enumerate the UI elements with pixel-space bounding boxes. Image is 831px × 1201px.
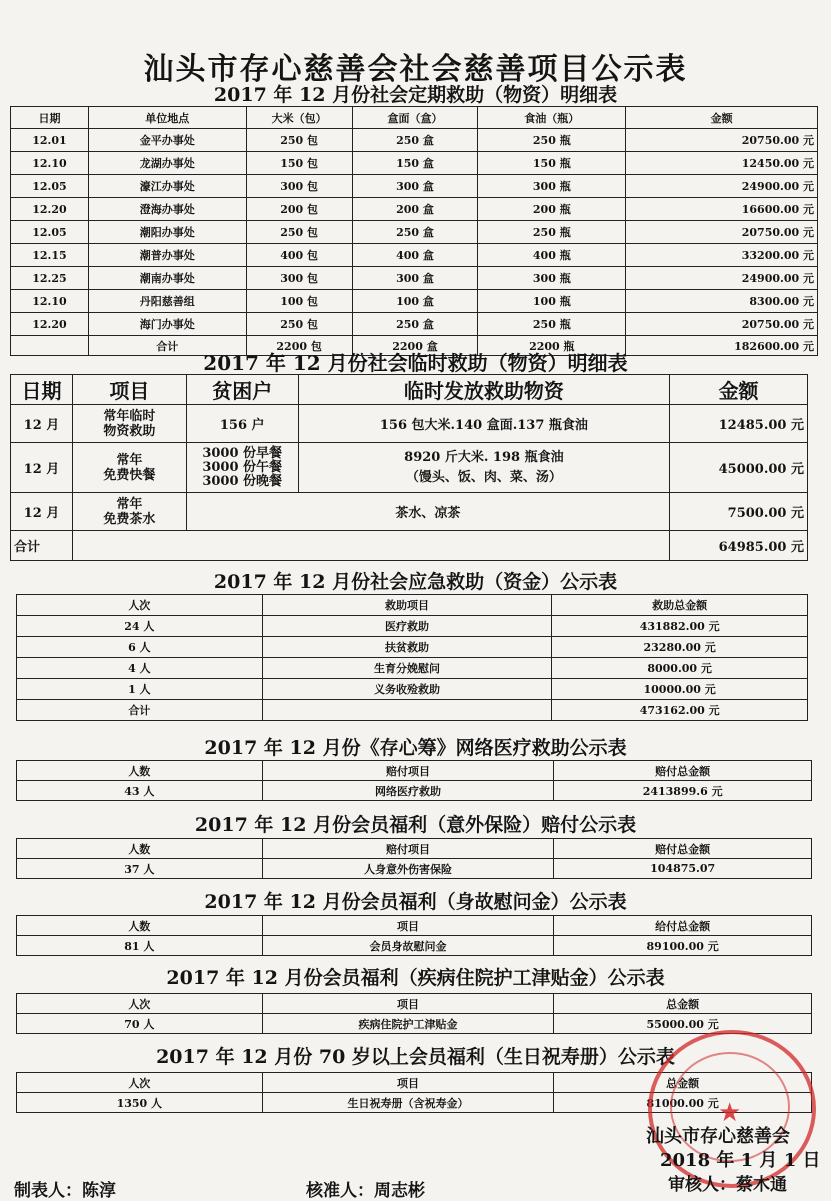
table-row: [11, 313, 818, 336]
s8-count: 1350 人: [17, 1093, 263, 1113]
s1-cell: 100 瓶: [478, 290, 626, 313]
s3-cell: 431882.00 元: [552, 616, 808, 637]
s1-header-cell: 日期: [11, 107, 89, 129]
s2-r3-date: 12 月: [11, 493, 73, 531]
s1-total-cell: 2200 盒: [352, 336, 478, 356]
s5-item: 人身意外伤害保险: [262, 859, 554, 879]
s5-amount: 104875.07: [554, 859, 812, 879]
s3-cell: 6 人: [17, 637, 263, 658]
s1-cell: 300 包: [246, 267, 352, 290]
s1-cell: 潮阳办事处: [88, 221, 246, 244]
s2-header-amount: 金额: [670, 375, 808, 405]
table-row: [11, 267, 818, 290]
s2-r2-breakfast: 3000 份早餐: [202, 445, 283, 461]
s2-r2-amount: 45000.00 元: [670, 443, 808, 493]
s2-title: 2017 年 12 月份社会临时救助（物资）明细表: [203, 351, 628, 375]
s5-table: [16, 838, 812, 879]
s3-cell: 生育分娩慰问: [262, 658, 552, 679]
s1-cell: 12.10: [11, 152, 89, 175]
s1-cell: 400 瓶: [478, 244, 626, 267]
s8-item: 生日祝寿册（含祝寿金）: [262, 1093, 554, 1113]
s1-cell: 300 包: [246, 175, 352, 198]
s1-cell: 16600.00 元: [626, 198, 818, 221]
s4-title: 2017 年 12 月份《存心筹》网络医疗救助公示表: [204, 737, 627, 759]
s1-cell: 100 包: [246, 290, 352, 313]
s1-header-cell: 单位地点: [88, 107, 246, 129]
s2-header-goods: 临时发放救助物资: [298, 375, 669, 405]
s1-cell: 潮南办事处: [88, 267, 246, 290]
s1-cell: 12.20: [11, 198, 89, 221]
footer-approver: 核准人：周志彬: [306, 1181, 425, 1201]
s1-cell: 250 瓶: [478, 221, 626, 244]
s2-r2-goods-a: 8920 斤大米. 198 瓶食油: [404, 449, 564, 465]
s8-header-count: 人次: [17, 1073, 263, 1093]
s1-cell: 200 盒: [352, 198, 478, 221]
s8-title: 2017 年 12 月份 70 岁以上会员福利（生日祝寿册）公示表: [156, 1046, 675, 1068]
s1-cell: 400 包: [246, 244, 352, 267]
s1-cell: 12450.00 元: [626, 152, 818, 175]
s1-cell: 20750.00 元: [626, 221, 818, 244]
s2-table: [10, 374, 808, 561]
s6-header-item: 项目: [262, 916, 554, 936]
table-row: [11, 221, 818, 244]
s1-cell: 250 瓶: [478, 313, 626, 336]
s2-total-blank: [72, 531, 669, 561]
s1-cell: 12.10: [11, 290, 89, 313]
s4-item: 网络医疗救助: [262, 781, 554, 801]
s1-cell: 300 瓶: [478, 267, 626, 290]
s1-header-cell: 盒面（盒）: [352, 107, 478, 129]
s1-cell: 150 包: [246, 152, 352, 175]
s5-header-item: 赔付项目: [262, 839, 554, 859]
s1-cell: 20750.00 元: [626, 129, 818, 152]
s7-header-count: 人次: [17, 994, 263, 1014]
s1-cell: 200 瓶: [478, 198, 626, 221]
table-row: [17, 859, 812, 879]
s1-cell: 24900.00 元: [626, 175, 818, 198]
s6-header-amount: 给付总金额: [554, 916, 812, 936]
s8-header-item: 项目: [262, 1073, 554, 1093]
s1-cell: 300 瓶: [478, 175, 626, 198]
s1-cell: 250 盒: [352, 221, 478, 244]
s2-r3-goods: 茶水、凉茶: [186, 493, 669, 531]
s1-cell: 12.01: [11, 129, 89, 152]
s1-cell: 100 盒: [352, 290, 478, 313]
s1-cell: 400 盒: [352, 244, 478, 267]
s1-total-cell: 合计: [88, 336, 246, 356]
footer-auditor: 审核人：蔡木通: [668, 1175, 787, 1195]
s2-total-amount: 64985.00 元: [670, 531, 808, 561]
s1-cell: 龙湖办事处: [88, 152, 246, 175]
s1-cell: 33200.00 元: [626, 244, 818, 267]
s7-count: 70 人: [17, 1014, 263, 1034]
s7-amount: 55000.00 元: [554, 1014, 812, 1034]
s3-cell: 23280.00 元: [552, 637, 808, 658]
s1-cell: 300 盒: [352, 267, 478, 290]
s5-count: 37 人: [17, 859, 263, 879]
s5-header-count: 人数: [17, 839, 263, 859]
s3-header-cell: 人次: [17, 595, 263, 616]
s4-header-count: 人数: [17, 761, 263, 781]
s6-table: [16, 915, 812, 956]
s3-cell: 4 人: [17, 658, 263, 679]
s1-cell: 250 瓶: [478, 129, 626, 152]
table-row: [11, 244, 818, 267]
s2-r2-date: 12 月: [11, 443, 73, 493]
s2-r2-item-a: 常年: [116, 452, 143, 468]
s2-r1-date: 12 月: [11, 405, 73, 443]
s2-r3-item-b: 免费茶水: [103, 511, 156, 527]
table-row: [11, 290, 818, 313]
s3-total-blank: [262, 700, 552, 721]
s1-cell: 12.05: [11, 221, 89, 244]
s3-total-label: 合计: [17, 700, 263, 721]
s1-cell: 濠江办事处: [88, 175, 246, 198]
s3-table: [16, 594, 808, 721]
s3-cell: 扶贫救助: [262, 637, 552, 658]
footer-date: 2018 年 1 月 1 日: [660, 1150, 821, 1171]
s2-r1-item-a: 常年临时: [103, 408, 156, 424]
s7-item: 疾病住院护工津贴金: [262, 1014, 554, 1034]
s1-title: 2017 年 12 月份社会定期救助（物资）明细表: [213, 84, 618, 106]
s2-r1-households: 156 户: [186, 405, 298, 443]
s3-cell: 10000.00 元: [552, 679, 808, 700]
star-icon: ★: [718, 1098, 742, 1128]
s4-count: 43 人: [17, 781, 263, 801]
s1-cell: 12.20: [11, 313, 89, 336]
table-row: [11, 493, 808, 531]
s3-cell: 24 人: [17, 616, 263, 637]
s2-r1-amount: 12485.00 元: [670, 405, 808, 443]
s1-cell: 海门办事处: [88, 313, 246, 336]
s1-cell: 24900.00 元: [626, 267, 818, 290]
s4-header-item: 赔付项目: [262, 761, 554, 781]
s1-cell: 金平办事处: [88, 129, 246, 152]
s2-header-date: 日期: [11, 375, 73, 405]
s2-r2-meals: [186, 443, 298, 493]
table-row: [11, 152, 818, 175]
table-row: [17, 1014, 812, 1034]
s2-r2-item: [72, 443, 186, 493]
table-row: [11, 531, 808, 561]
s2-r1-goods: 156 包大米.140 盒面.137 瓶食油: [298, 405, 669, 443]
table-row: [17, 679, 808, 700]
s2-total-label: 合计: [11, 531, 73, 561]
s1-total-cell: 182600.00 元: [626, 336, 818, 356]
s7-header-item: 项目: [262, 994, 554, 1014]
s2-r3-amount: 7500.00 元: [670, 493, 808, 531]
s2-r1-item-b: 物资救助: [103, 423, 156, 439]
table-row: [17, 616, 808, 637]
s2-r2-dinner: 3000 份晚餐: [202, 473, 283, 489]
s6-title: 2017 年 12 月份会员福利（身故慰问金）公示表: [204, 891, 627, 913]
s3-title: 2017 年 12 月份社会应急救助（资金）公示表: [213, 571, 618, 593]
s8-header-amount: 总金额: [554, 1073, 812, 1093]
s7-header-amount: 总金额: [554, 994, 812, 1014]
main-title: 汕头市存心慈善会社会慈善项目公示表: [143, 52, 688, 87]
table-row: [11, 405, 808, 443]
s2-r3-item: [72, 493, 186, 531]
s2-r2-goods: [298, 443, 669, 493]
footer-maker: 制表人：陈淳: [14, 1181, 116, 1201]
s1-cell: 12.05: [11, 175, 89, 198]
s1-cell: 250 包: [246, 129, 352, 152]
s4-amount: 2413899.6 元: [554, 781, 812, 801]
s1-cell: 150 盒: [352, 152, 478, 175]
s6-item: 会员身故慰问金: [262, 936, 554, 956]
s1-cell: 丹阳慈善组: [88, 290, 246, 313]
s4-table: [16, 760, 812, 801]
s2-r2-goods-b: （馒头、饭、肉、菜、汤）: [405, 469, 562, 485]
s1-total-cell: 2200 瓶: [478, 336, 626, 356]
s1-table: [10, 106, 818, 356]
s2-header-households: 贫困户: [186, 375, 298, 405]
s3-header-cell: 救助项目: [262, 595, 552, 616]
table-row: [17, 936, 812, 956]
s2-header-item: 项目: [72, 375, 186, 405]
s4-header-amount: 赔付总金额: [554, 761, 812, 781]
s3-cell: 医疗救助: [262, 616, 552, 637]
s2-r1-item: [72, 405, 186, 443]
table-row: [17, 781, 812, 801]
s3-cell: 义务收殓救助: [262, 679, 552, 700]
s1-cell: 20750.00 元: [626, 313, 818, 336]
s5-header-amount: 赔付总金额: [554, 839, 812, 859]
s1-cell: 澄海办事处: [88, 198, 246, 221]
s1-total-cell: 2200 包: [246, 336, 352, 356]
s1-cell: 250 盒: [352, 313, 478, 336]
s1-cell: 250 盒: [352, 129, 478, 152]
s1-cell: 200 包: [246, 198, 352, 221]
s1-header-cell: 大米（包）: [246, 107, 352, 129]
s1-cell: 300 盒: [352, 175, 478, 198]
s7-table: [16, 993, 812, 1034]
table-row: [17, 700, 808, 721]
s7-title: 2017 年 12 月份会员福利（疾病住院护工津贴金）公示表: [166, 967, 665, 989]
s1-cell: 潮普办事处: [88, 244, 246, 267]
s3-total-amount: 473162.00 元: [552, 700, 808, 721]
s2-r2-item-b: 免费快餐: [103, 467, 156, 483]
s5-title: 2017 年 12 月份会员福利（意外保险）赔付公示表: [194, 814, 637, 836]
s1-header-cell: 金额: [626, 107, 818, 129]
s6-amount: 89100.00 元: [554, 936, 812, 956]
footer-org: 汕头市存心慈善会: [646, 1126, 790, 1147]
s1-cell: 12.15: [11, 244, 89, 267]
table-row: [11, 443, 808, 493]
table-row: [11, 129, 818, 152]
s3-cell: 8000.00 元: [552, 658, 808, 679]
table-row: [17, 658, 808, 679]
table-row: [17, 637, 808, 658]
s3-cell: 1 人: [17, 679, 263, 700]
s2-r3-item-a: 常年: [116, 496, 143, 512]
s1-cell: 250 包: [246, 313, 352, 336]
table-row: [11, 175, 818, 198]
s1-cell: 8300.00 元: [626, 290, 818, 313]
s1-cell: 250 包: [246, 221, 352, 244]
s6-count: 81 人: [17, 936, 263, 956]
s2-r2-lunch: 3000 份午餐: [202, 459, 283, 475]
s6-header-count: 人数: [17, 916, 263, 936]
s1-cell: 12.25: [11, 267, 89, 290]
s3-header-cell: 救助总金额: [552, 595, 808, 616]
s8-amount: 81000.00 元: [554, 1093, 812, 1113]
table-row: [11, 198, 818, 221]
s1-header-cell: 食油（瓶）: [478, 107, 626, 129]
s1-cell: 150 瓶: [478, 152, 626, 175]
